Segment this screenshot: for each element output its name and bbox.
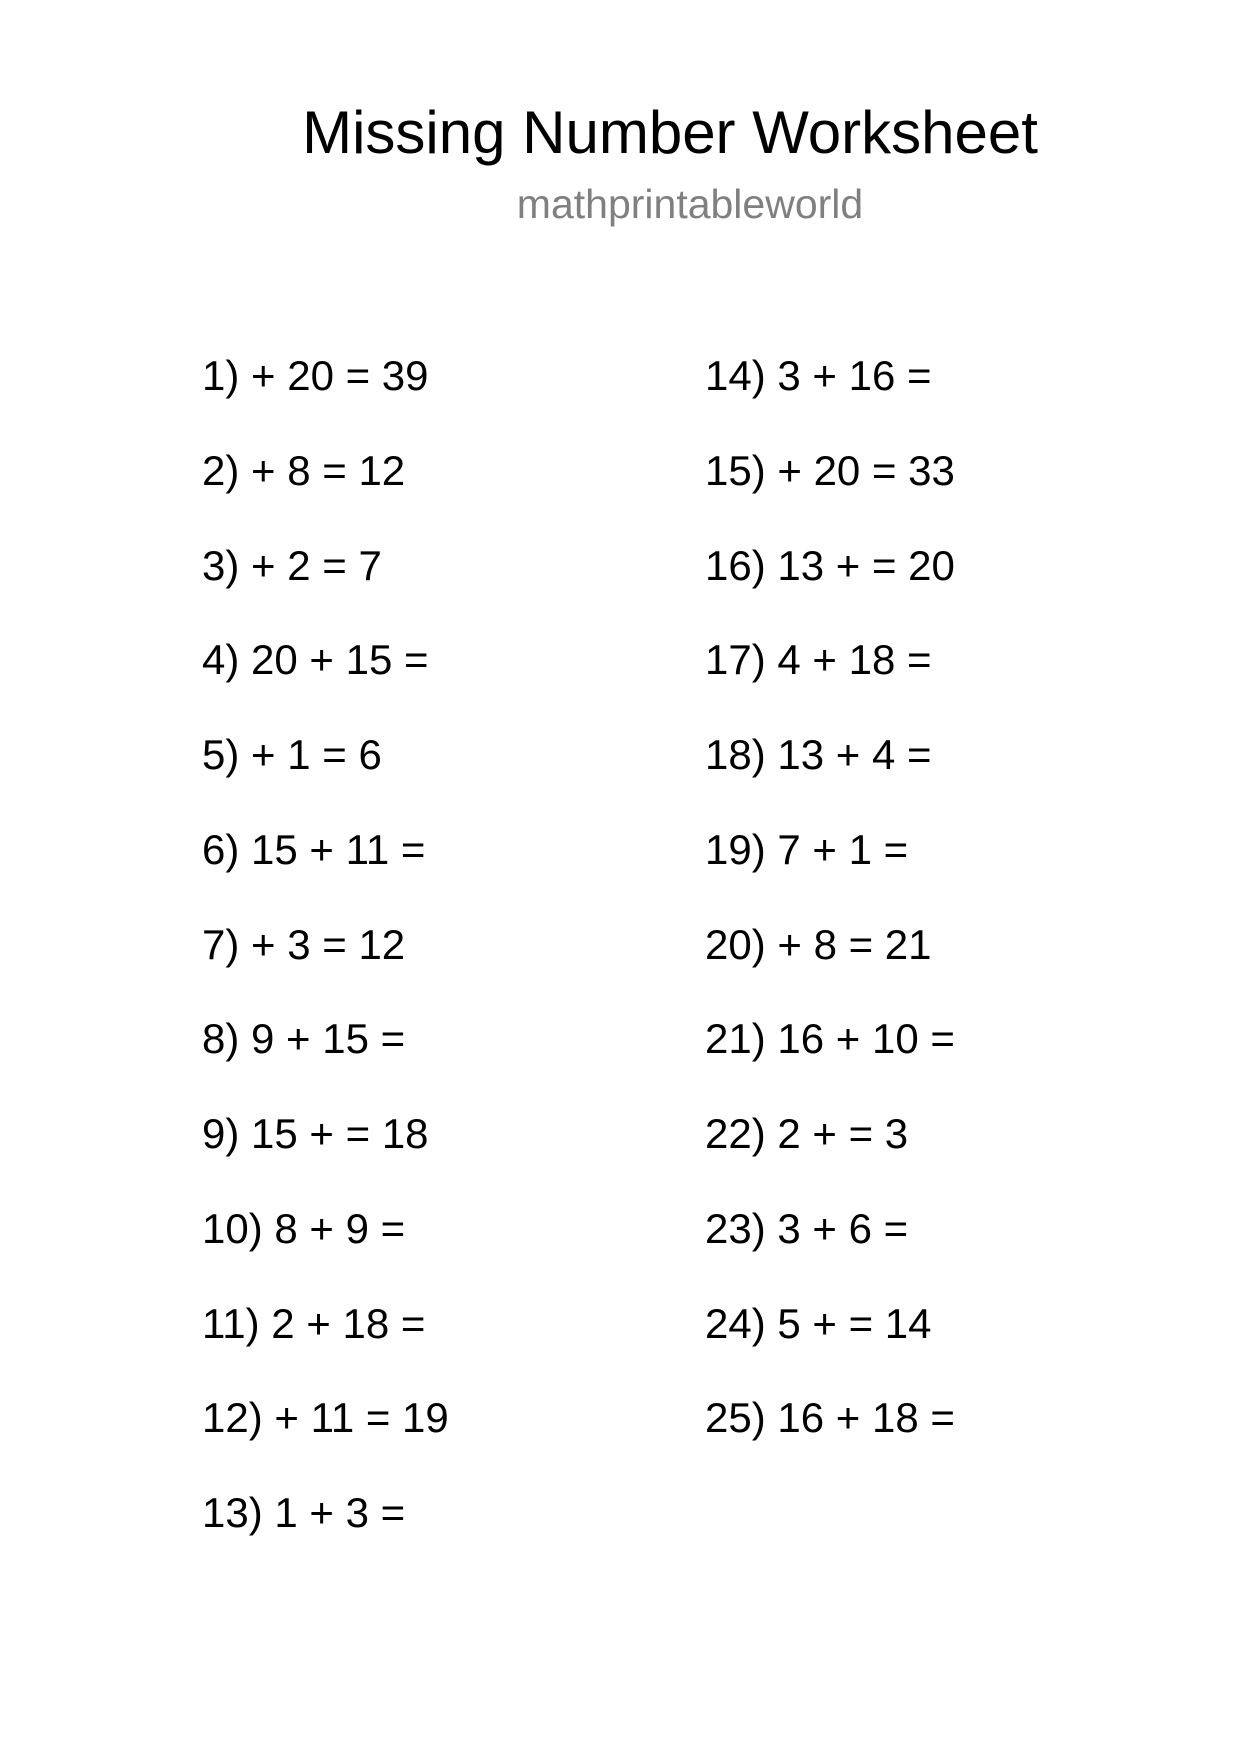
equation-text: 9 + 15 = (251, 1015, 406, 1063)
problem-number: 6) (202, 825, 240, 873)
problem-18 (705, 730, 955, 825)
problem-5 (202, 730, 449, 825)
equation-text: 13 + 4 = (777, 731, 932, 778)
equation-text: + 20 = 33 (777, 446, 955, 494)
problem-11 (202, 1299, 449, 1394)
problem-number: 21) (705, 1015, 766, 1063)
problem-number: 16) (705, 541, 766, 589)
problem-4 (202, 635, 449, 730)
problem-19 (705, 825, 955, 920)
equation-text: 4 + 18 = (777, 636, 932, 684)
problem-number: 11) (202, 1299, 260, 1347)
equation-text: = 18 (345, 1110, 429, 1157)
equation-text: + 8 = 21 (777, 920, 932, 968)
problem-14 (705, 351, 955, 446)
problem-17 (705, 635, 955, 730)
problem-number: 10) (202, 1204, 263, 1252)
problem-number: 7) (202, 920, 240, 968)
worksheet-subtitle: mathprintableworld (516, 181, 864, 227)
equation-text: 15 + 11 = (251, 825, 426, 873)
equation-text: 16 + 10 = (777, 1015, 955, 1063)
problem-20 (705, 920, 955, 1015)
equation-text: 1 + 3 = (274, 1489, 406, 1536)
problem-24 (705, 1299, 955, 1394)
worksheet-title: Missing Number Worksheet (302, 99, 1038, 166)
equation-text: + 8 = 12 (251, 446, 406, 494)
problem-10 (202, 1204, 449, 1299)
problem-number: 3) (202, 541, 240, 589)
equation-text: 5 + (777, 1299, 837, 1347)
equation-text: = 20 (871, 541, 955, 589)
problem-column-left (202, 351, 449, 1583)
equation-text: 20 + 15 = (251, 636, 429, 684)
equation-text: 8 + 9 = (274, 1204, 406, 1252)
equation-text: 3 + 16 = (777, 352, 932, 399)
equation-text: 2 + (777, 1110, 837, 1157)
problem-number: 9) (202, 1110, 240, 1157)
problem-number: 5) (202, 731, 240, 778)
problem-number: 22) (705, 1110, 766, 1157)
equation-text: = 3 (848, 1110, 909, 1157)
problem-7 (202, 920, 449, 1015)
problem-number: 19) (705, 825, 766, 873)
problem-number: 25) (705, 1394, 766, 1442)
problem-number: 14) (705, 352, 766, 399)
equation-text: + 1 = 6 (251, 731, 382, 778)
problem-13 (202, 1488, 449, 1583)
problem-number: 12) (202, 1394, 263, 1442)
problem-16 (705, 541, 955, 636)
equation-text: + 2 = 7 (251, 541, 382, 589)
problem-12 (202, 1393, 449, 1488)
problem-6 (202, 825, 449, 920)
problem-21 (705, 1014, 955, 1109)
problem-number: 18) (705, 731, 766, 778)
problem-number: 13) (202, 1489, 263, 1536)
problem-number: 15) (705, 446, 766, 494)
equation-text: 16 + 18 = (777, 1394, 955, 1442)
equation-text: 2 + 18 = (271, 1299, 426, 1347)
problem-column-right (705, 351, 955, 1488)
equation-text: + 20 = 39 (251, 352, 429, 399)
problem-22 (705, 1109, 955, 1204)
equation-text: = 14 (848, 1299, 932, 1347)
problem-number: 17) (705, 636, 766, 684)
problem-1 (202, 351, 449, 446)
problem-number: 23) (705, 1204, 766, 1252)
problem-number: 1) (202, 352, 240, 399)
problem-number: 4) (202, 636, 240, 684)
equation-text: 15 + (251, 1110, 334, 1157)
problem-number: 2) (202, 446, 240, 494)
problem-15 (705, 446, 955, 541)
problem-23 (705, 1204, 955, 1299)
problem-number: 8) (202, 1015, 240, 1063)
problem-3 (202, 541, 449, 636)
problem-25 (705, 1393, 955, 1488)
equation-text: 13 + (777, 541, 861, 589)
equation-text: + 11 = 19 (274, 1394, 449, 1442)
equation-text: 7 + 1 = (777, 825, 909, 873)
problem-2 (202, 446, 449, 541)
problem-8 (202, 1014, 449, 1109)
problem-number: 20) (705, 920, 766, 968)
problem-number: 24) (705, 1299, 766, 1347)
problem-9 (202, 1109, 449, 1204)
equation-text: + 3 = 12 (251, 920, 406, 968)
equation-text: 3 + 6 = (777, 1204, 909, 1252)
